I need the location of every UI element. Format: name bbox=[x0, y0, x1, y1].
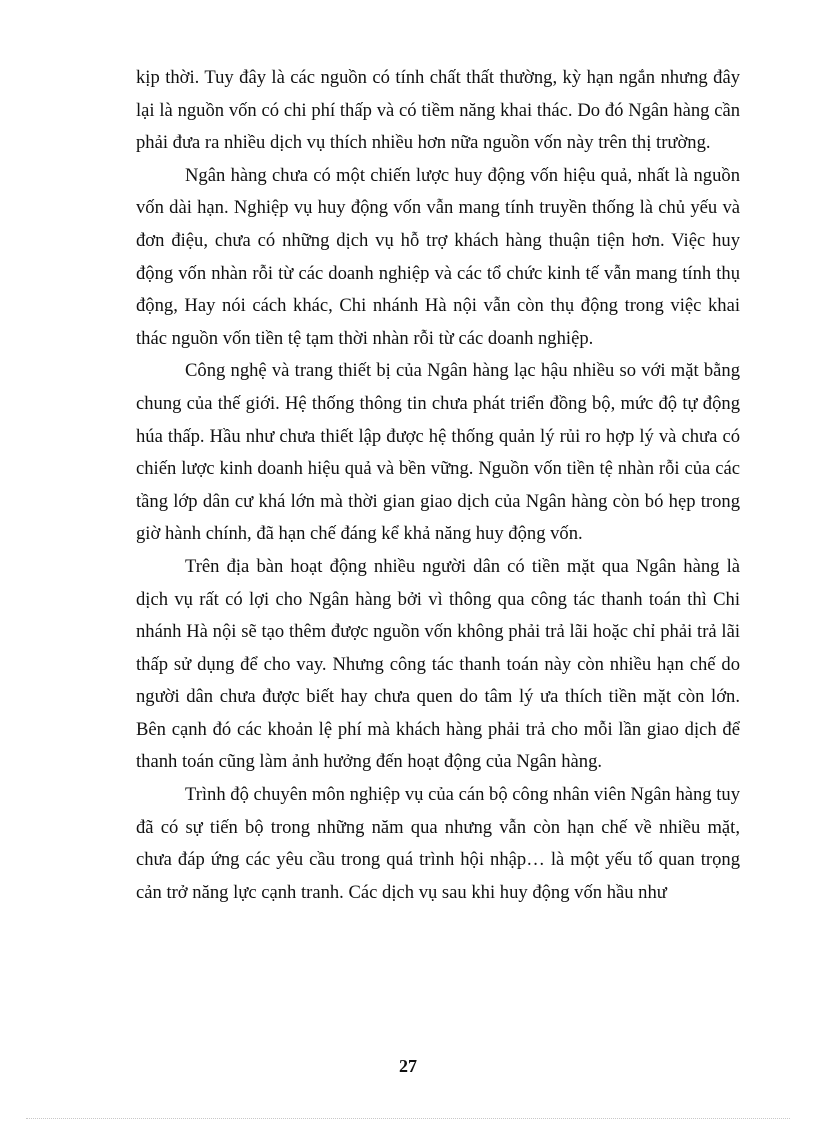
paragraph-1: kịp thời. Tuy đây là các nguồn có tính chất thất thường, kỳ hạn ngắn nhưng đây lại là nguồn vốn có chi phí thấp và có tiềm năng khai thác. Do đó Ngân hàng cần phải đưa ra nhiều dịch vụ thích nhiều hơn nữa nguồn vốn này trên thị trường. bbox=[136, 67, 740, 154]
page-bottom-divider bbox=[26, 1118, 790, 1119]
body-text bbox=[136, 62, 740, 909]
page-number: 27 bbox=[399, 1056, 417, 1076]
paragraph-5: Trình độ chuyên môn nghiệp vụ của cán bộ công nhân viên Ngân hàng tuy đã có sự tiến bộ trong những năm qua nhưng vẫn còn hạn chế về nhiều mặt, chưa đáp ứng các yêu cầu trong quá trình hội nhập… là một yếu tố quan trọng cản trở năng lực cạnh tranh. Các dịch vụ sau khi huy động vốn hầu như bbox=[136, 784, 740, 903]
paragraph-4: Trên địa bàn hoạt động nhiều người dân có tiền mặt qua Ngân hàng là dịch vụ rất có lợi cho Ngân hàng bởi vì thông qua công tác thanh toán thì Chi nhánh Hà nội sẽ tạo thêm được nguồn vốn không phải trả lãi hoặc chỉ phải trả lãi thấp sử dụng để cho vay. Nhưng công tác thanh toán này còn nhiều hạn chế do người dân chưa được biết hay chưa quen do tâm lý ưa thích tiền mặt còn lớn. Bên cạnh đó các khoản lệ phí mà khách hàng phải trả cho mỗi lần giao dịch để thanh toán cũng làm ảnh hưởng đến hoạt động của Ngân hàng. bbox=[136, 555, 740, 773]
paragraph-3: Công nghệ và trang thiết bị của Ngân hàng lạc hậu nhiều so với mặt bằng chung của thế giới. Hệ thống thông tin chưa phát triển đồng bộ, mức độ tự động húa thấp. Hầu như chưa thiết lập được hệ thống quản lý rủi ro hợp lý và chưa có chiến lược kinh doanh hiệu quả và bền vững. Nguồn vốn tiền tệ nhàn rỗi của các tầng lớp dân cư khá lớn mà thời gian giao dịch của Ngân hàng còn bó hẹp trong giờ hành chính, đã hạn chế đáng kể khả năng huy động vốn. bbox=[136, 360, 740, 545]
paragraph-2: Ngân hàng chưa có một chiến lược huy động vốn hiệu quả, nhất là nguồn vốn dài hạn. Nghiệp vụ huy động vốn vẫn mang tính truyền thống là chủ yếu và đơn điệu, chưa có những dịch vụ hỗ trợ khách hàng thuận tiện hơn. Việc huy động vốn nhàn rỗi từ các doanh nghiệp và các tổ chức kinh tế vẫn mang tính thụ động, Hay nói cách khác, Chi nhánh Hà nội vẫn còn thụ động trong việc khai thác nguồn vốn tiền tệ tạm thời nhàn rỗi từ các doanh nghiệp. bbox=[136, 164, 740, 349]
